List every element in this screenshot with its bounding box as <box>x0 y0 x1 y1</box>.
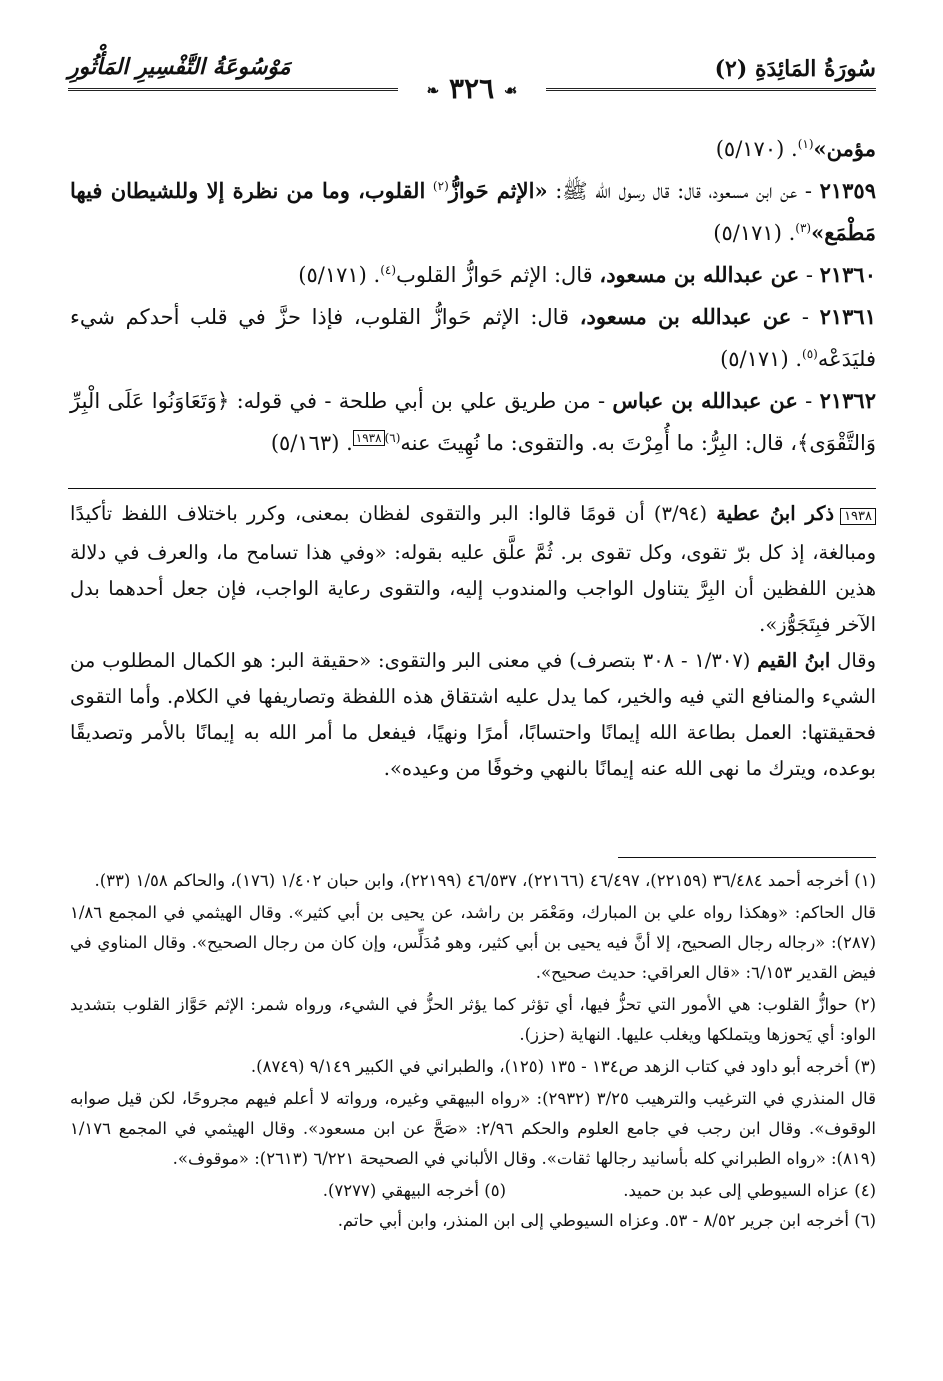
entry-text: مؤمن» <box>813 136 876 161</box>
hadith-quote-cont: القلوب، وما من نظرة إلا وللشيطان فيها مَطْمَع» <box>70 178 876 245</box>
footnote-2: (٢) حوازُّ القلوب: هي الأمور التي تحزُّ فيها، أي تؤثر كما يؤثر الحزُّ في الشيء، ورواه شمر: الإثم حَوَّاز القلوب بتشديد الواو: أي يَحوزها ويتملكها ويغلب عليها. النهاية (حزز). <box>70 995 876 1044</box>
surah-title: سُورَةُ المَائِدَةِ (٢) <box>714 56 876 82</box>
commentary-divider <box>68 488 876 489</box>
book-title: مَوْسُوعَةُ التَّفْسِيرِ المَأْثُورِ <box>68 54 291 80</box>
page-number <box>417 72 528 105</box>
footnote-6: (٦) أخرجه ابن جرير ٨/٥٢ - ٥٣. وعزاه السيوطي إلى ابن المنذر، وابن أبي حاتم. <box>337 1211 876 1230</box>
hadith-quote: «الإثم حَوازُّ <box>448 178 548 203</box>
header-rule-right <box>546 88 876 91</box>
footnote-5: (٥) أخرجه البيهقي (٧٢٧٧). <box>322 1181 506 1200</box>
footnote-4: (٤) عزاه السيوطي إلى عبد بن حميد. <box>623 1181 876 1200</box>
footnote-1: (١) أخرجه أحمد ٣٦/٤٨٤ (٢٢١٥٩)، ٤٦/٤٩٧ (٢٢١٦٦)، ٤٦/٥٣٧ (٢٢١٩٩)، وابن حبان ١/٤٠٢ (١٧٦)، والحاكم ١/٥٨ (٣٣). <box>94 871 876 890</box>
footnote-ref: (٥) <box>802 347 818 361</box>
main-text <box>70 128 876 464</box>
ornament-right-icon: ☙ <box>503 81 518 100</box>
entry-number: ٢١٣٦٢ <box>819 388 876 413</box>
commentary-section <box>70 496 876 787</box>
footnote-ref: (٢) <box>432 179 449 193</box>
volume-ref: (٥/١٧١) <box>298 263 367 287</box>
entry-21361: ٢١٣٦١ - عن عبدالله بن مسعود، قال: الإثم حَوازُّ القلوب، فإذا حزَّ في قلب أحدكم شيء فليَدَعْه$^{(٥)}$. (٥/١٧١) <box>70 304 876 371</box>
footnote-ref: (١) <box>797 137 814 151</box>
page-header <box>68 52 876 105</box>
page-number-text: ٣٢٦ <box>449 72 495 105</box>
footnote-rule <box>618 857 876 858</box>
entry-lead: عن عبدالله بن عباس <box>612 388 798 413</box>
entry-text: - من طريق علي بن أبي طلحة - في قوله: ﴿وَتَعَاوَنُوا عَلَى الْبِرِّ وَالتَّقْوَى﴾، قال: البِرُّ: ما أُمِرْتَ به. والتقوى: ما نُهِيتَ عنه <box>70 389 876 455</box>
commentary-number-box: ١٩٣٨ <box>840 508 876 525</box>
header-rule-left <box>68 88 398 91</box>
commentary-intro: وقال <box>837 649 877 672</box>
entry-lead: عن عبدالله بن مسعود، <box>599 262 800 287</box>
scholar-name: ابنُ القيم <box>757 649 831 672</box>
footnote-pair <box>70 1176 876 1206</box>
volume-ref: (٥/١٧٠) <box>715 137 785 161</box>
ornament-left-icon: ❧ <box>426 81 440 100</box>
volume-ref: (٥/١٧١) <box>713 221 782 245</box>
volume-ref: (٥/١٦٣) <box>270 431 340 455</box>
entry-number: ٢١٣٥٩ <box>819 178 876 203</box>
scholar-name: ذكر ابنُ عطية <box>716 502 835 525</box>
entry-21360: ٢١٣٦٠ - عن عبدالله بن مسعود، قال: الإثم حَوازُّ القلوب$^{(٤)}$. (٥/١٧١) <box>298 262 876 287</box>
footnote-ref: (٣) <box>795 221 812 235</box>
footnote-3: (٣) أخرجه أبو داود في كتاب الزهد ص١٣٤ - ١٣٥ (١٢٥)، والطبراني في الكبير ٩/١٤٩ (٨٧٤٩). <box>250 1057 876 1076</box>
commentary-ibn-atiyya <box>70 496 876 643</box>
entry-21359: ٢١٣٥٩ - عن ابن مسعود، قال: قال رسول الله ﷺ: «الإثم حَوازُّ$^{(٢)}$ القلوب، وما من نظرة إلا وللشيطان فيها مَطْمَع»$^{(٣)}$. (٥/١٧١) <box>70 178 876 245</box>
entry-number: ٢١٣٦١ <box>819 304 876 329</box>
footnote-ref: (٤) <box>380 263 397 277</box>
footnote-3-note: قال المنذري في الترغيب والترهيب ٣/٢٥ (٢٩٣٢): «رواه البيهقي وغيره، ورواته لا أعلم فيهم مجروحًا، لكن قيل صوابه الوقوف». وقال ابن رجب في جامع العلوم والحكم ٢/٩٦: «صَحَّ عن ابن مسعود». وقال الهيثمي في المجمع ١/١٧٦ (٨١٩): «رواه الطبراني كله بأسانيد رجالها ثقات». وقال الألباني في الصحيحة ٦/٢٢١ (٢٦١٣): «موقوف». <box>70 1089 877 1168</box>
volume-ref: (٥/١٧١) <box>720 347 789 371</box>
entry-continuation <box>70 128 876 170</box>
footnote-ref: (٦) <box>384 431 401 445</box>
footnotes-section <box>70 866 876 1238</box>
entry-21362: ٢١٣٦٢ - عن عبدالله بن عباس - من طريق علي بن أبي طلحة - في قوله: ﴿وَتَعَاوَنُوا عَلَى الْبِرِّ وَالتَّقْوَى﴾، قال: البِرُّ: ما أُمِرْتَ به. والتقوى: ما نُهِيتَ عنه$^{(٦)١٩٣٨}$. (٥/١٦٣) <box>70 388 876 455</box>
commentary-text: (١/٣٠٧ - ٣٠٨ بتصرف) في معنى البر والتقوى: «حقيقة البر: هو الكمال المطلوب من الشيء والمنافع التي فيه والخير، كما يدل عليه اشتقاق هذه اللفظة وتصاريفها في الكلام. وأما التقوى فحقيقتها: العمل بطاعة الله إيمانًا واحتسابًا، أمرًا ونهيًا، فيفعل ما أمر الله به إيمانًا بالأمر وتصديقًا بوعده، ويترك ما نهى الله عنه إيمانًا بالنهي وخوفًا من وعيده». <box>70 649 876 780</box>
entry-text: قال: الإثم حَوازُّ القلوب، فإذا حزَّ في قلب أحدكم شيء فليَدَعْه <box>70 305 876 371</box>
entry-lead: عن ابن مسعود، قال: قال رسول الله ﷺ: <box>555 179 798 203</box>
entry-number: ٢١٣٦٠ <box>819 262 876 287</box>
commentary-text: (٣/٩٤) أن قومًا قالوا: البر والتقوى لفظان بمعنى، وكرر باختلاف اللفظ تأكيدًا ومبالغة، إذ كل برّ تقوى، وكل تقوى بر. ثُمَّ علَّق عليه بقوله: «وفي هذا تسامح ما، والعرف في دلالة هذين اللفظين أن البِرَّ يتناول الواجب والمندوب إليه، والتقوى رعاية الواجب، فإن جعل أحدهما بدل الآخر فبِتَجَوُّز». <box>70 502 876 636</box>
entry-tail: . <box>791 137 798 161</box>
footnote-1-note: قال الحاكم: «وهكذا رواه علي بن المبارك، ومَعْمَر بن راشد، عن يحيى بن أبي كثير». وقال الهيثمي في المجمع ١/٨٦ (٢٨٧): «رجاله رجال الصحيح، إلا أنَّ فيه يحيى بن أبي كثير، وهو مُدَلِّس، وإن كان من رجال الصحيح». وقال المناوي في فيض القدير ٦/١٥٣: «قال العراقي: حديث صحيح». <box>70 903 876 982</box>
entry-text: قال: الإثم حَوازُّ القلوب <box>396 263 593 287</box>
commentary-ref-box[interactable]: ١٩٣٨ <box>353 430 385 446</box>
commentary-ibn-qayyim <box>70 643 876 787</box>
entry-lead: عن عبدالله بن مسعود، <box>579 304 792 329</box>
